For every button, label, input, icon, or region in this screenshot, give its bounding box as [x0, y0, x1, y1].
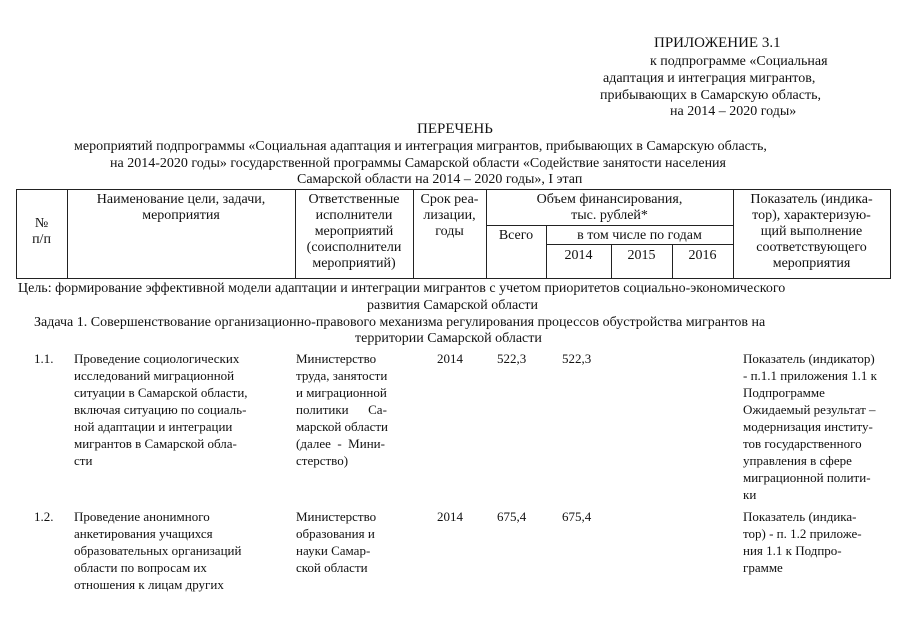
row-executor-line: политики Са-	[296, 402, 387, 417]
row-name-line: включая ситуацию по социаль-	[74, 402, 247, 417]
header-executors-line: Ответственные	[308, 192, 400, 207]
row-executor	[296, 508, 376, 576]
row-name-line: Проведение анонимного	[74, 509, 210, 524]
header-executors-line: (соисполнители	[306, 240, 402, 255]
header-total: Всего	[498, 228, 534, 243]
row-total: 675,4	[497, 509, 527, 524]
row-name	[74, 350, 248, 469]
heading-line-3: Самарской области на 2014 – 2020 годы», I этап	[297, 172, 583, 187]
row-indicator	[743, 508, 862, 576]
row-indicator-line: миграционной полити-	[743, 470, 871, 485]
row-indicator-line: тов государственного	[743, 436, 862, 451]
row-indicator-line: Показатель (индикатор)	[743, 351, 875, 366]
appendix-title: ПРИЛОЖЕНИЕ 3.1	[654, 35, 781, 51]
row-name-line: образовательных организаций	[74, 543, 242, 558]
row-total: 522,3	[497, 351, 527, 366]
row-num: 1.1.	[34, 351, 54, 366]
row-indicator-line: грамме	[743, 560, 783, 575]
task-line-1: Задача 1. Совершенствование организационно-правового механизма регулирования процессов обустройства мигрантов на	[34, 315, 766, 330]
row-indicator	[743, 350, 877, 503]
header-funding-line: тыс. рублей*	[571, 208, 648, 223]
row-indicator-line: модернизация институ-	[743, 419, 873, 434]
row-executor-line: труда, занятости	[296, 368, 388, 383]
row-executor-line: (далее - Мини-	[296, 436, 385, 451]
header-year-2015: 2015	[627, 248, 656, 263]
row-2014-value: 522,3	[562, 351, 592, 366]
header-year-2014: 2014	[564, 248, 593, 263]
row-name-line: области по вопросам их	[74, 560, 207, 575]
header-indicator	[733, 192, 890, 272]
row-num: 1.2.	[34, 509, 54, 524]
header-term	[413, 192, 486, 240]
header-indicator-line: тор), характеризую-	[752, 208, 871, 223]
row-executor	[296, 350, 388, 469]
header-name-line: Наименование цели, задачи,	[96, 192, 266, 207]
row-indicator-line: Показатель (индика-	[743, 509, 857, 524]
row-name-line: ситуации в Самарской области,	[74, 385, 248, 400]
row-name-line: мигрантов в Самарской обла-	[74, 436, 237, 451]
row-indicator-line: ки	[743, 487, 757, 502]
appendix-line-3: прибывающих в Самарскую область,	[600, 88, 821, 103]
row-executor-line: Министерство	[296, 351, 377, 366]
header-indicator-line: мероприятия	[772, 256, 851, 271]
header-by-year: в том числе по годам	[577, 228, 702, 243]
row-indicator-line: тор) - п. 1.2 приложе-	[743, 526, 862, 541]
row-indicator-line: ния 1.1 к Подпро-	[743, 543, 842, 558]
header-num	[16, 216, 67, 248]
header-term-line: годы	[435, 224, 464, 239]
heading-title: ПЕРЕЧЕНЬ	[417, 121, 493, 137]
row-indicator-line: Подпрограмме	[743, 385, 825, 400]
row-executor-line: ской области	[296, 560, 368, 575]
header-name	[67, 192, 295, 224]
row-indicator-line: - п.1.1 приложения 1.1 к	[743, 368, 877, 383]
header-indicator-line: Показатель (индика-	[750, 192, 873, 207]
row-year: 2014	[437, 509, 463, 524]
goal-line-1: Цель: формирование эффективной модели адаптации и интеграции мигрантов с учетом приоритетов социально-экономического	[18, 281, 786, 296]
header-term-line: Срок реа-	[420, 192, 479, 207]
row-name-line: анкетирования учащихся	[74, 526, 213, 541]
header-num-line: №	[34, 216, 49, 231]
header-indicator-line: соответствующего	[756, 240, 867, 255]
row-name-line: ной адаптации и интеграции	[74, 419, 233, 434]
header-executors	[295, 192, 413, 272]
row-name-line: исследований миграционной	[74, 368, 235, 383]
header-num-line: п/п	[32, 232, 51, 247]
goal-line-2: развития Самарской области	[367, 298, 539, 313]
header-term-line: лизации,	[423, 208, 476, 223]
header-executors-line: мероприятий	[314, 224, 394, 239]
header-year-2016: 2016	[688, 248, 717, 263]
header-indicator-line: щий выполнение	[760, 224, 863, 239]
row-executor-line: и миграционной	[296, 385, 387, 400]
row-executor-line: науки Самар-	[296, 543, 371, 558]
appendix-line-1: к подпрограмме «Социальная	[650, 54, 828, 69]
header-name-line: мероприятия	[142, 208, 220, 223]
row-executor-line: образования и	[296, 526, 375, 541]
heading-line-1: мероприятий подпрограммы «Социальная адаптация и интеграция мигрантов, прибывающих в Самарскую область,	[74, 139, 767, 154]
appendix-line-4: на 2014 – 2020 годы»	[670, 104, 797, 119]
row-executor-line: Министерство	[296, 509, 377, 524]
heading-line-2: на 2014-2020 годы» государственной программы Самарской области «Содействие занятости населения	[110, 156, 726, 171]
row-indicator-line: Ожидаемый результат –	[743, 402, 876, 417]
row-indicator-line: управления в сфере	[743, 453, 852, 468]
row-2014-value: 675,4	[562, 509, 592, 524]
header-executors-line: мероприятий)	[312, 256, 396, 271]
row-name-line: отношения к лицам других	[74, 577, 224, 592]
row-executor-line: стерство)	[296, 453, 349, 468]
header-funding	[486, 192, 733, 224]
appendix-line-2: адаптация и интеграция мигрантов,	[603, 71, 816, 86]
header-executors-line: исполнители	[315, 208, 393, 223]
row-year: 2014	[437, 351, 463, 366]
row-executor-line: марской области	[296, 419, 388, 434]
row-name-line: Проведение социологических	[74, 351, 240, 366]
header-funding-line: Объем финансирования,	[536, 192, 683, 207]
row-name	[74, 508, 241, 593]
task-line-2: территории Самарской области	[355, 331, 542, 346]
row-name-line: сти	[74, 453, 93, 468]
